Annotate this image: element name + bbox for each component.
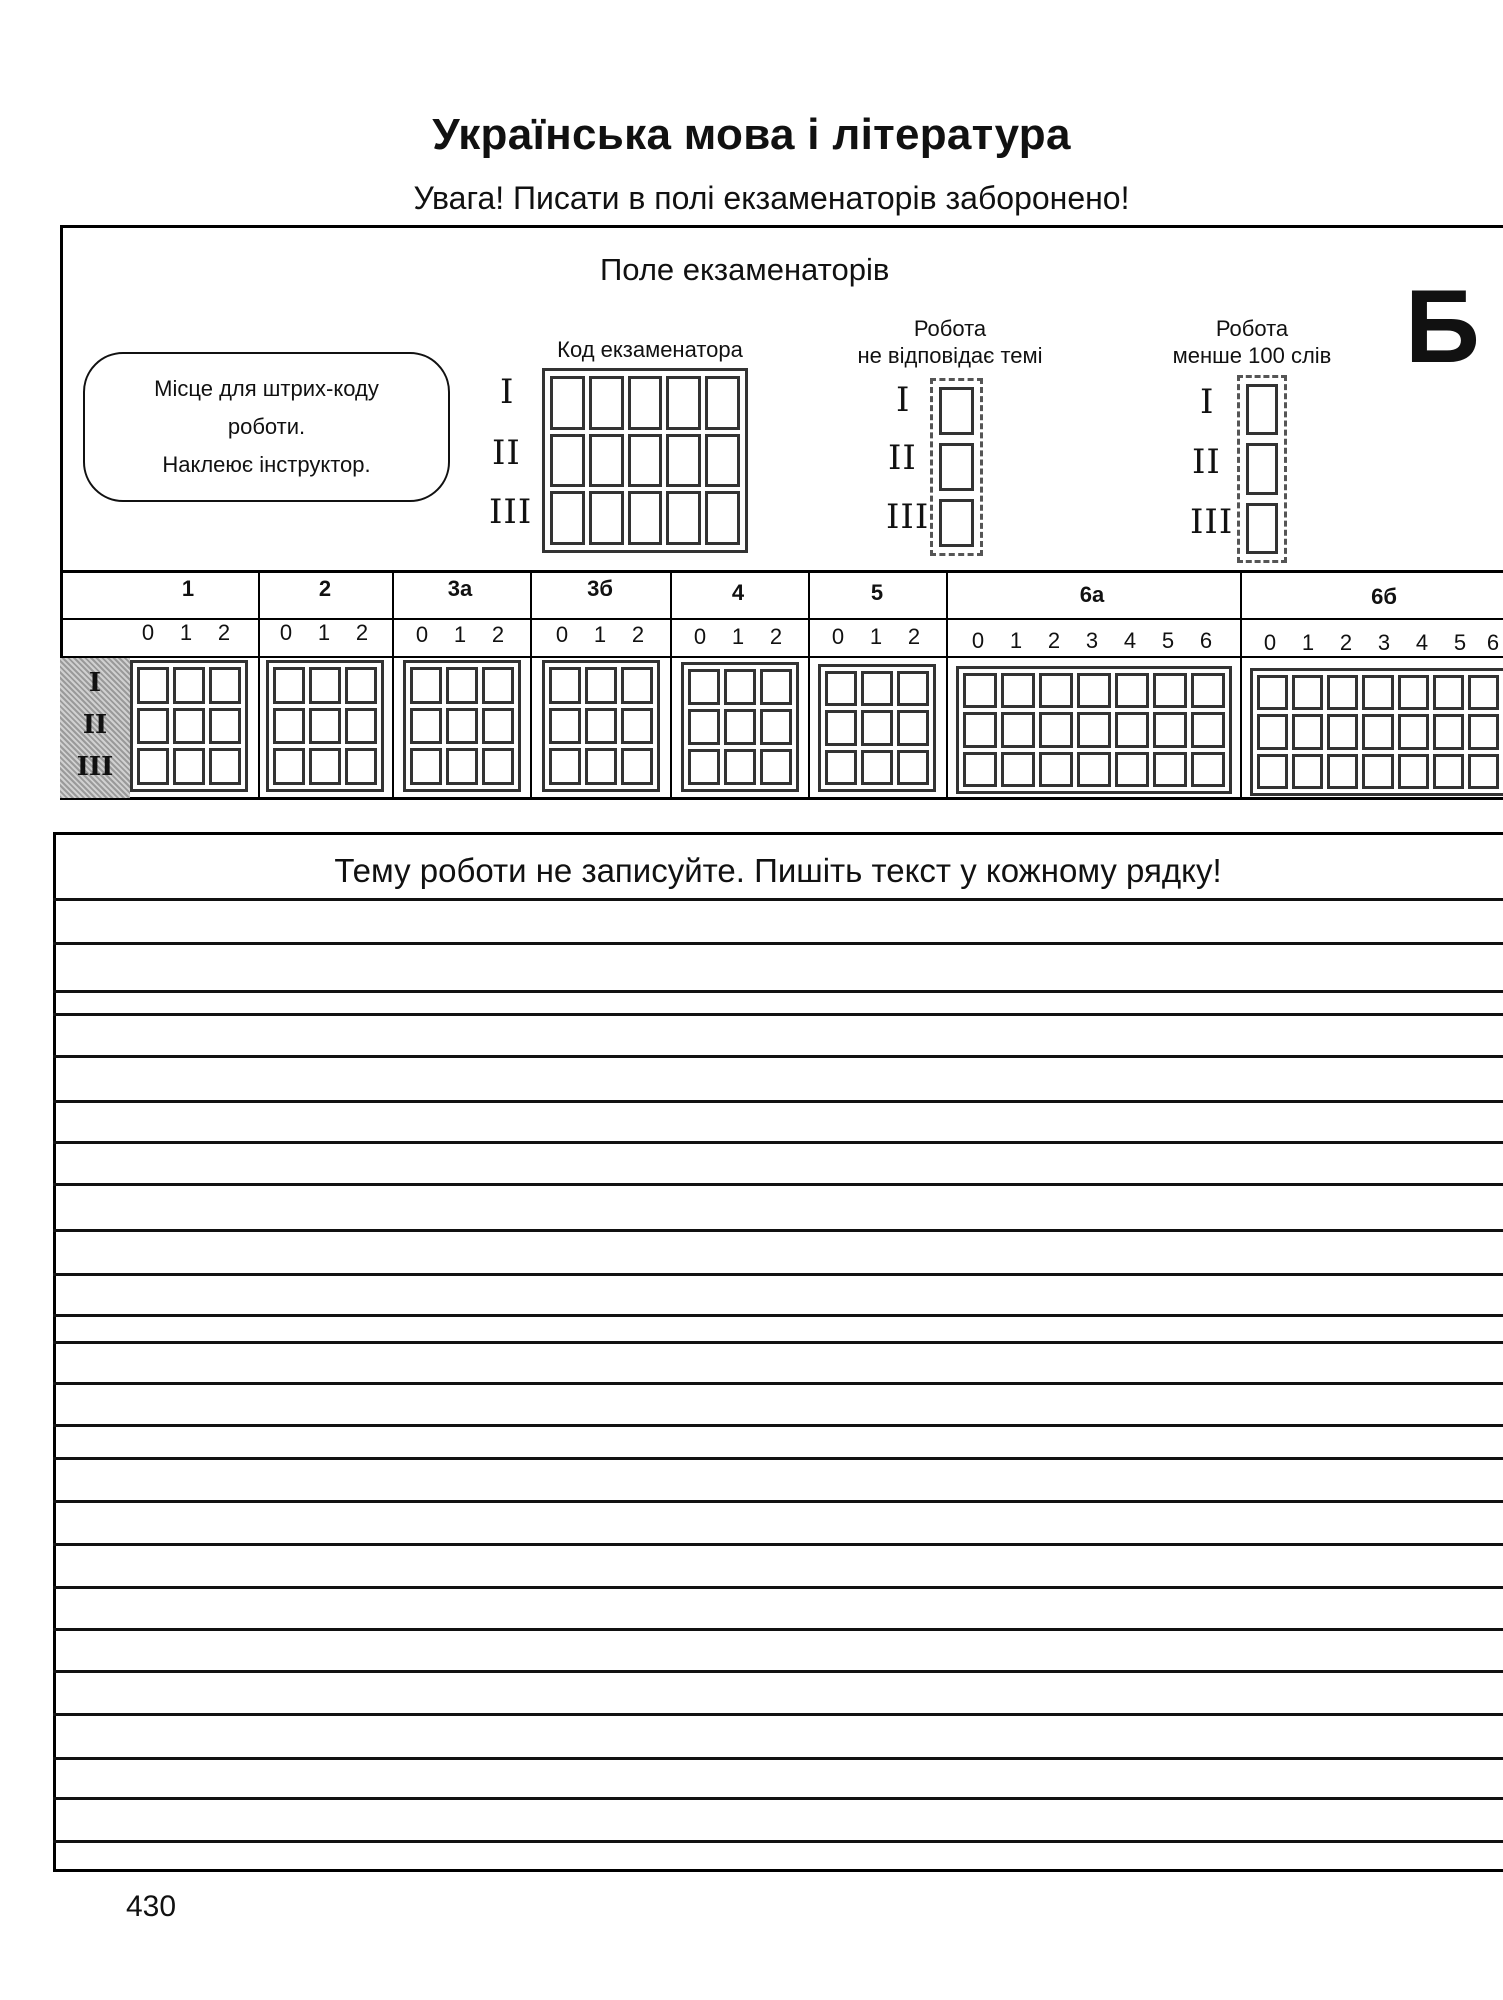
score-digit: 4: [1123, 628, 1137, 653]
score-cell[interactable]: [1398, 754, 1429, 789]
scores-divider: [530, 570, 532, 800]
score-section-label: 3а: [447, 576, 473, 601]
score-cell[interactable]: [137, 708, 169, 745]
writing-line[interactable]: [53, 1055, 1503, 1058]
score-digit: 0: [279, 620, 293, 645]
score-cell[interactable]: [446, 748, 478, 785]
scores-divider: [670, 570, 672, 800]
score-digit: 2: [217, 620, 231, 645]
examiner-code-label: Код екзаменатора: [557, 337, 743, 362]
writing-line[interactable]: [53, 898, 1503, 901]
score-grid-3a[interactable]: [403, 660, 521, 792]
off-topic-checkboxes[interactable]: [930, 378, 983, 556]
writing-line[interactable]: [53, 1141, 1503, 1144]
score-cell[interactable]: [273, 748, 305, 785]
score-cell[interactable]: [688, 749, 720, 785]
score-cell[interactable]: [446, 667, 478, 704]
score-section-label: 6б: [1371, 584, 1397, 609]
score-cell[interactable]: [621, 748, 653, 785]
writing-line[interactable]: [53, 1757, 1503, 1760]
score-cell[interactable]: [1433, 714, 1464, 749]
score-cell[interactable]: [897, 710, 929, 745]
score-cell[interactable]: [137, 748, 169, 785]
score-cell[interactable]: [309, 708, 341, 745]
writing-line[interactable]: [53, 1628, 1503, 1631]
writing-line[interactable]: [53, 1543, 1503, 1546]
score-section-label: 6а: [1079, 582, 1105, 607]
score-cell[interactable]: [1077, 752, 1111, 787]
code-cell[interactable]: [666, 434, 701, 488]
writing-line[interactable]: [53, 1713, 1503, 1716]
score-digit: 2: [1047, 628, 1061, 653]
score-digit: 1: [317, 620, 331, 645]
score-digit: 1: [869, 624, 883, 649]
writing-line[interactable]: [53, 1229, 1503, 1232]
score-cell[interactable]: [760, 749, 792, 785]
score-cell[interactable]: [410, 708, 442, 745]
score-row-roman-2: II: [82, 710, 108, 740]
score-cell[interactable]: [1468, 675, 1499, 710]
score-cell[interactable]: [173, 708, 205, 745]
code-cell[interactable]: [628, 376, 663, 430]
score-cell[interactable]: [273, 708, 305, 745]
score-cell[interactable]: [760, 669, 792, 705]
score-cell[interactable]: [963, 752, 997, 787]
score-grid-6b[interactable]: [1250, 668, 1503, 796]
score-cell[interactable]: [345, 748, 377, 785]
scores-divider: [258, 570, 260, 800]
score-cell[interactable]: [1362, 754, 1393, 789]
score-digit: 2: [491, 622, 505, 647]
off-topic-label-line-2: не відповідає темі: [857, 343, 1043, 368]
score-grid-1[interactable]: [130, 660, 248, 792]
writing-line[interactable]: [53, 1424, 1503, 1427]
writing-line[interactable]: [53, 1670, 1503, 1673]
score-cell[interactable]: [724, 669, 756, 705]
off-topic-checkbox[interactable]: [939, 443, 974, 491]
off-topic-roman-1: I: [896, 380, 911, 420]
score-cell[interactable]: [173, 667, 205, 704]
score-cell[interactable]: [688, 709, 720, 745]
scores-divider: [392, 570, 394, 800]
code-cell[interactable]: [550, 434, 585, 488]
score-cell[interactable]: [1191, 673, 1225, 708]
under-100-label: [1142, 315, 1362, 369]
score-cell[interactable]: [1001, 673, 1035, 708]
score-digit: 6: [1199, 628, 1213, 653]
off-topic-label: [840, 315, 1060, 369]
score-cell[interactable]: [1001, 712, 1035, 747]
writing-line[interactable]: [53, 1586, 1503, 1589]
score-digit: 0: [555, 622, 569, 647]
score-row-roman-3: III: [76, 752, 114, 782]
score-cell[interactable]: [1292, 675, 1323, 710]
score-cell[interactable]: [1468, 714, 1499, 749]
score-cell[interactable]: [688, 669, 720, 705]
score-digit: 1: [179, 620, 193, 645]
scores-divider: [808, 570, 810, 800]
scores-digit-rule: [60, 656, 1503, 658]
score-cell[interactable]: [1327, 675, 1358, 710]
under-100-checkbox[interactable]: [1246, 384, 1278, 435]
score-digit: 5: [1453, 630, 1467, 655]
score-digit: 1: [1009, 628, 1023, 653]
score-cell[interactable]: [1039, 712, 1073, 747]
score-digit: 4: [1415, 630, 1429, 655]
score-digit: 3: [1377, 630, 1391, 655]
examiner-code-grid[interactable]: [542, 368, 748, 553]
score-cell[interactable]: [446, 708, 478, 745]
writing-line[interactable]: [53, 1341, 1503, 1344]
score-cell[interactable]: [963, 673, 997, 708]
score-cell[interactable]: [585, 667, 617, 704]
score-cell[interactable]: [1153, 712, 1187, 747]
writing-line[interactable]: [53, 942, 1503, 945]
score-grid-4[interactable]: [681, 662, 799, 792]
writing-line[interactable]: [53, 990, 1503, 993]
under-100-checkbox[interactable]: [1246, 503, 1278, 554]
score-cell[interactable]: [963, 712, 997, 747]
score-cell[interactable]: [1327, 754, 1358, 789]
score-cell[interactable]: [585, 748, 617, 785]
score-cell[interactable]: [1257, 754, 1288, 789]
score-cell[interactable]: [1153, 752, 1187, 787]
scores-divider: [1240, 570, 1242, 800]
score-cell[interactable]: [1257, 714, 1288, 749]
score-cell[interactable]: [1362, 675, 1393, 710]
score-cell[interactable]: [173, 748, 205, 785]
score-cell[interactable]: [1327, 714, 1358, 749]
score-cell[interactable]: [897, 671, 929, 706]
examiner-code-roman-3: III: [489, 492, 533, 532]
score-cell[interactable]: [273, 667, 305, 704]
code-cell[interactable]: [550, 376, 585, 430]
score-cell[interactable]: [1153, 673, 1187, 708]
score-cell[interactable]: [1257, 675, 1288, 710]
code-cell[interactable]: [705, 376, 740, 430]
score-cell[interactable]: [1433, 675, 1464, 710]
score-cell[interactable]: [549, 748, 581, 785]
warning-text: Увага! Писати в полі екзаменаторів заборонено!: [413, 180, 1130, 216]
variant-letter: Б: [1405, 269, 1480, 385]
examiner-code-roman-2: II: [492, 433, 521, 473]
score-digit: 2: [631, 622, 645, 647]
score-grid-2[interactable]: [266, 660, 384, 792]
writing-line[interactable]: [53, 1457, 1503, 1460]
writing-line[interactable]: [53, 1183, 1503, 1186]
barcode-line-1: Місце для штрих-коду: [154, 376, 379, 401]
score-cell[interactable]: [1115, 712, 1149, 747]
score-digit: 0: [971, 628, 985, 653]
score-cell[interactable]: [410, 667, 442, 704]
writing-line[interactable]: [53, 1382, 1503, 1385]
score-cell[interactable]: [585, 708, 617, 745]
score-digit: 6: [1486, 630, 1500, 655]
score-cell[interactable]: [1039, 752, 1073, 787]
score-cell[interactable]: [861, 671, 893, 706]
writing-area[interactable]: [53, 832, 1503, 1872]
code-cell[interactable]: [666, 491, 701, 545]
score-grid-3b[interactable]: [542, 660, 660, 792]
scores-divider: [946, 570, 948, 800]
writing-line[interactable]: [53, 1500, 1503, 1503]
off-topic-roman-3: III: [886, 497, 930, 537]
score-cell[interactable]: [825, 710, 857, 745]
examiner-code-roman-1: I: [500, 372, 515, 412]
score-cell[interactable]: [724, 709, 756, 745]
score-cell[interactable]: [1115, 673, 1149, 708]
score-digit: 0: [831, 624, 845, 649]
page-number: 430: [126, 1890, 177, 1923]
under-100-label-line-2: менше 100 слів: [1172, 343, 1332, 368]
score-section-label: 1: [181, 576, 195, 601]
under-100-roman-2: II: [1192, 442, 1221, 482]
writing-line[interactable]: [53, 1100, 1503, 1103]
score-cell[interactable]: [1191, 752, 1225, 787]
score-grid-5[interactable]: [818, 664, 936, 792]
score-digit: 0: [141, 620, 155, 645]
score-cell[interactable]: [724, 749, 756, 785]
score-cell[interactable]: [1001, 752, 1035, 787]
writing-line[interactable]: [53, 1273, 1503, 1276]
score-cell[interactable]: [549, 708, 581, 745]
score-cell[interactable]: [897, 750, 929, 785]
score-digit: 1: [1301, 630, 1315, 655]
code-cell[interactable]: [589, 376, 624, 430]
score-cell[interactable]: [861, 710, 893, 745]
score-cell[interactable]: [1077, 712, 1111, 747]
score-digit: 2: [907, 624, 921, 649]
score-section-label: 3б: [587, 576, 613, 601]
score-cell[interactable]: [482, 748, 514, 785]
score-cell[interactable]: [1362, 714, 1393, 749]
barcode-line-3: Наклеює інструктор.: [162, 452, 371, 477]
score-digit: 3: [1085, 628, 1099, 653]
off-topic-checkbox[interactable]: [939, 387, 974, 435]
off-topic-checkbox[interactable]: [939, 499, 974, 547]
score-cell[interactable]: [825, 671, 857, 706]
score-cell[interactable]: [410, 748, 442, 785]
score-digit: 2: [769, 624, 783, 649]
score-cell[interactable]: [345, 667, 377, 704]
writing-line[interactable]: [53, 1840, 1503, 1843]
code-cell[interactable]: [589, 434, 624, 488]
score-cell[interactable]: [1292, 754, 1323, 789]
under-100-roman-1: I: [1200, 382, 1215, 422]
code-cell[interactable]: [628, 434, 663, 488]
score-cell[interactable]: [345, 708, 377, 745]
score-cell[interactable]: [309, 667, 341, 704]
score-cell[interactable]: [482, 667, 514, 704]
score-digit: 1: [593, 622, 607, 647]
code-cell[interactable]: [628, 491, 663, 545]
score-digit: 2: [355, 620, 369, 645]
score-digit: 0: [1263, 630, 1277, 655]
score-digit: 1: [731, 624, 745, 649]
score-row-roman-1: I: [88, 668, 102, 698]
score-section-label: 5: [870, 580, 884, 605]
score-cell[interactable]: [621, 708, 653, 745]
score-cell[interactable]: [1039, 673, 1073, 708]
score-cell[interactable]: [861, 750, 893, 785]
score-cell[interactable]: [209, 748, 241, 785]
score-cell[interactable]: [1292, 714, 1323, 749]
score-grid-6a[interactable]: [956, 666, 1232, 794]
score-cell[interactable]: [482, 708, 514, 745]
page-title: Українська мова і література: [432, 110, 1071, 159]
score-cell[interactable]: [1398, 675, 1429, 710]
writing-instruction: Тему роботи не записуйте. Пишіть текст у кожному рядку!: [334, 852, 1222, 889]
score-section-label: 2: [318, 576, 332, 601]
score-digit: 1: [453, 622, 467, 647]
score-cell[interactable]: [209, 708, 241, 745]
score-cell[interactable]: [1191, 712, 1225, 747]
score-digit: 5: [1161, 628, 1175, 653]
score-cell[interactable]: [760, 709, 792, 745]
under-100-checkbox[interactable]: [1246, 443, 1278, 494]
score-cell[interactable]: [137, 667, 169, 704]
writing-line[interactable]: [53, 1314, 1503, 1317]
writing-line[interactable]: [53, 1013, 1503, 1016]
off-topic-roman-2: II: [888, 438, 917, 478]
code-cell[interactable]: [589, 491, 624, 545]
barcode-placeholder: [83, 352, 450, 502]
code-cell[interactable]: [705, 434, 740, 488]
score-digit: 0: [415, 622, 429, 647]
score-digit: 0: [693, 624, 707, 649]
score-cell[interactable]: [1468, 754, 1499, 789]
scores-top-rule: [60, 570, 1503, 573]
off-topic-label-line-1: Робота: [913, 316, 987, 341]
score-rows-label: [60, 658, 130, 798]
score-cell[interactable]: [1398, 714, 1429, 749]
score-cell[interactable]: [309, 748, 341, 785]
score-cell[interactable]: [209, 667, 241, 704]
examiner-field-heading: Поле екзаменаторів: [600, 252, 890, 287]
score-cell[interactable]: [621, 667, 653, 704]
score-cell[interactable]: [1433, 754, 1464, 789]
code-cell[interactable]: [666, 376, 701, 430]
score-cell[interactable]: [1077, 673, 1111, 708]
under-100-label-line-1: Робота: [1215, 316, 1289, 341]
score-cell[interactable]: [549, 667, 581, 704]
writing-line[interactable]: [53, 1797, 1503, 1800]
score-cell[interactable]: [825, 750, 857, 785]
code-cell[interactable]: [705, 491, 740, 545]
under-100-checkboxes[interactable]: [1237, 375, 1287, 563]
code-cell[interactable]: [550, 491, 585, 545]
score-section-label: 4: [731, 580, 745, 605]
score-cell[interactable]: [1115, 752, 1149, 787]
under-100-roman-3: III: [1190, 502, 1234, 542]
score-digit: 2: [1339, 630, 1353, 655]
barcode-line-2: роботи.: [227, 414, 306, 439]
